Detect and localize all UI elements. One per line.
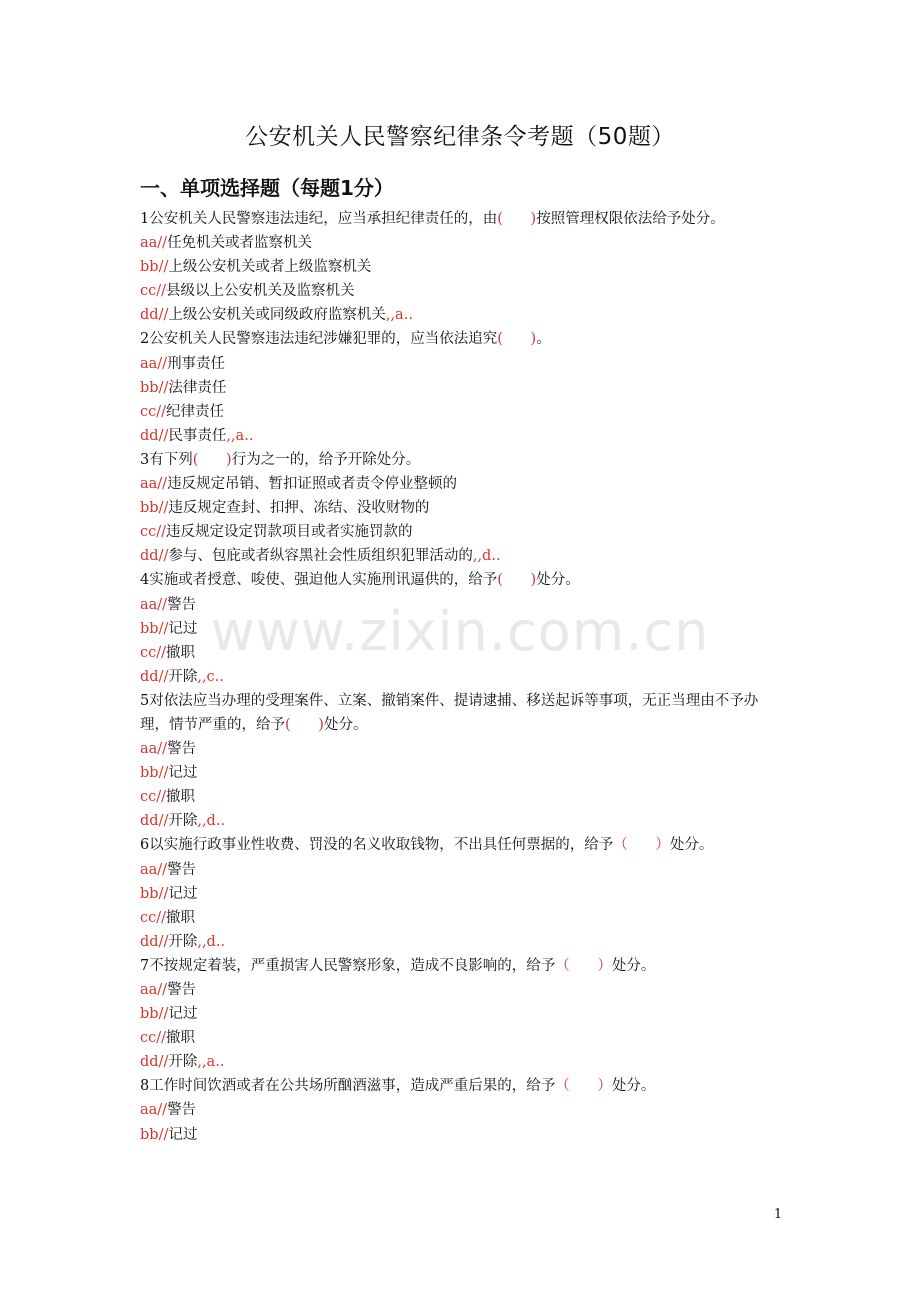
answer-option <box>140 424 785 448</box>
answer-key: ,,d.. <box>197 813 226 830</box>
question-stem <box>140 448 785 472</box>
option-text: 警告 <box>167 596 197 613</box>
page-number: 1 <box>773 1207 783 1222</box>
option-text: 警告 <box>167 861 197 878</box>
option-prefix: cc// <box>140 1030 167 1047</box>
question-text-end: 处分。 <box>669 837 714 854</box>
option-prefix: bb// <box>140 1006 169 1023</box>
answer-key: ,,d.. <box>197 933 226 950</box>
answer-key: ,,a.. <box>385 307 413 324</box>
answer-option <box>140 1026 785 1050</box>
question-stem <box>140 833 785 857</box>
question-stem <box>140 954 785 978</box>
answer-option <box>140 761 785 785</box>
answer-key: ,,c.. <box>197 668 224 685</box>
option-text: 撤职 <box>166 789 196 806</box>
answer-option <box>140 496 785 520</box>
option-text: 纪律责任 <box>166 403 225 420</box>
option-prefix: dd// <box>140 548 169 565</box>
question-text-end: 处分。 <box>323 716 368 733</box>
answer-option <box>140 255 785 279</box>
answer-blank: ( ) <box>497 211 537 227</box>
question-text-end: 行为之一的，给予开除处分。 <box>231 451 421 468</box>
answer-blank: （ ） <box>555 957 612 974</box>
question-stem <box>140 207 785 231</box>
question-stem <box>140 327 785 351</box>
answer-option <box>140 978 785 1002</box>
option-prefix: bb// <box>140 1126 169 1143</box>
question-text-end: 按照管理权限依法给予处分。 <box>536 211 725 227</box>
option-text: 违反规定查封、扣押、冻结、没收财物的 <box>168 500 430 517</box>
option-text: 开除 <box>168 813 198 830</box>
answer-option <box>140 376 785 400</box>
option-prefix: aa// <box>140 596 168 613</box>
question-text-end: 处分。 <box>611 1078 656 1095</box>
option-prefix: aa// <box>140 861 168 878</box>
question-text-end: 处分。 <box>536 572 580 589</box>
answer-option <box>140 279 785 303</box>
option-prefix: cc// <box>140 789 167 806</box>
option-prefix: bb// <box>140 885 169 902</box>
answer-option <box>140 1098 785 1122</box>
option-prefix: dd// <box>140 1054 169 1071</box>
question-text-end: 。 <box>536 331 551 348</box>
option-text: 撤职 <box>166 1030 196 1047</box>
option-prefix: cc// <box>140 644 167 661</box>
option-text: 撤职 <box>166 644 196 661</box>
answer-option <box>140 882 785 906</box>
option-prefix: bb// <box>140 500 169 517</box>
option-text: 开除 <box>168 1054 198 1071</box>
question-text: 6以实施行政事业性收费、罚没的名义收取钱物，不出具任何票据的，给予 <box>140 837 614 854</box>
option-prefix: bb// <box>140 620 169 637</box>
option-prefix: aa// <box>140 235 168 252</box>
answer-option <box>140 520 785 544</box>
option-prefix: dd// <box>140 933 169 950</box>
answer-option <box>140 665 785 689</box>
answer-option <box>140 1002 785 1026</box>
question-text: 5对依法应当办理的受理案件、立案、撤销案件、提请逮捕、移送起诉等事项，无正当理由不予办理，情节严重的，给予 <box>140 692 759 733</box>
watermark: www.zixin.com.cn <box>210 600 710 663</box>
option-text: 上级公安机关或同级政府监察机关 <box>168 307 386 324</box>
option-text: 上级公安机关或者上级监察机关 <box>168 259 372 276</box>
option-prefix: dd// <box>140 427 169 444</box>
answer-option <box>140 593 785 617</box>
option-text: 法律责任 <box>168 379 227 396</box>
answer-option <box>140 737 785 761</box>
option-prefix: bb// <box>140 379 169 396</box>
question-text: 1公安机关人民警察违法违纪，应当承担纪律责任的，由 <box>140 211 498 227</box>
option-text: 记过 <box>168 1006 198 1023</box>
option-prefix: dd// <box>140 813 169 830</box>
answer-option <box>140 400 785 424</box>
option-prefix: aa// <box>140 741 168 758</box>
option-text: 开除 <box>168 668 198 685</box>
option-prefix: aa// <box>140 476 168 493</box>
answer-option <box>140 809 785 833</box>
question-text: 2公安机关人民警察违法违纪涉嫌犯罪的，应当依法追究 <box>140 331 498 348</box>
question-text: 4实施或者授意、唆使、强迫他人实施刑讯逼供的，给予 <box>140 572 498 589</box>
question-text: 3有下列 <box>140 451 193 468</box>
option-text: 记过 <box>168 765 198 782</box>
answer-option <box>140 617 785 641</box>
answer-blank: ( ) <box>497 331 537 348</box>
question-stem <box>140 1074 785 1098</box>
option-text: 开除 <box>168 933 198 950</box>
option-text: 刑事责任 <box>167 355 226 372</box>
answer-blank: （ ） <box>613 837 670 854</box>
option-text: 记过 <box>168 620 198 637</box>
option-prefix: bb// <box>140 765 169 782</box>
option-prefix: cc// <box>140 403 167 420</box>
option-text: 撤职 <box>166 909 196 926</box>
answer-option <box>140 906 785 930</box>
option-prefix: cc// <box>140 524 167 541</box>
option-prefix: cc// <box>140 283 167 300</box>
question-stem <box>140 689 785 737</box>
answer-key: ,,a.. <box>197 1054 225 1071</box>
answer-key: ,,a.. <box>226 427 254 444</box>
option-prefix: aa// <box>140 355 168 372</box>
answer-key: ,,d.. <box>472 548 501 565</box>
option-text: 警告 <box>167 1102 197 1119</box>
option-prefix: aa// <box>140 982 168 998</box>
option-text: 违反规定吊销、暂扣证照或者责令停业整顿的 <box>167 476 458 493</box>
answer-option <box>140 858 785 882</box>
answer-option <box>140 472 785 496</box>
question-text: 7不按规定着装，严重损害人民警察形象，造成不良影响的，给予 <box>140 957 556 974</box>
answer-option <box>140 303 785 327</box>
option-text: 县级以上公安机关及监察机关 <box>166 283 355 300</box>
question-list <box>140 207 785 1147</box>
answer-option <box>140 544 785 568</box>
option-text: 记过 <box>168 885 198 902</box>
answer-option <box>140 785 785 809</box>
page-title: 公安机关人民警察纪律条令考题（50题） <box>245 124 675 150</box>
question-text: 8工作时间饮酒或者在公共场所酗酒滋事，造成严重后果的，给予 <box>140 1078 556 1095</box>
option-prefix: aa// <box>140 1102 168 1119</box>
answer-option <box>140 231 785 255</box>
answer-option <box>140 1123 785 1147</box>
option-text: 参与、包庇或者纵容黑社会性质组织犯罪活动的 <box>168 548 473 565</box>
answer-blank: ( ) <box>285 716 324 733</box>
option-text: 任免机关或者监察机关 <box>167 235 313 252</box>
answer-option <box>140 352 785 376</box>
question-stem <box>140 568 785 592</box>
answer-option <box>140 930 785 954</box>
question-text-end: 处分。 <box>611 957 656 974</box>
answer-option <box>140 641 785 665</box>
option-text: 记过 <box>168 1126 198 1143</box>
option-prefix: bb// <box>140 259 169 276</box>
answer-blank: ( ) <box>192 451 232 468</box>
answer-blank: ( ) <box>497 572 537 589</box>
option-prefix: cc// <box>140 909 167 926</box>
option-text: 警告 <box>167 982 197 998</box>
option-prefix: dd// <box>140 668 169 685</box>
option-text: 警告 <box>167 741 197 758</box>
answer-blank: （ ） <box>555 1078 612 1095</box>
option-prefix: dd// <box>140 307 169 324</box>
section-heading: 一、单项选择题（每题1分） <box>140 176 394 200</box>
option-text: 违反规定设定罚款项目或者实施罚款的 <box>166 524 413 541</box>
answer-option <box>140 1050 785 1074</box>
option-text: 民事责任 <box>168 427 227 444</box>
